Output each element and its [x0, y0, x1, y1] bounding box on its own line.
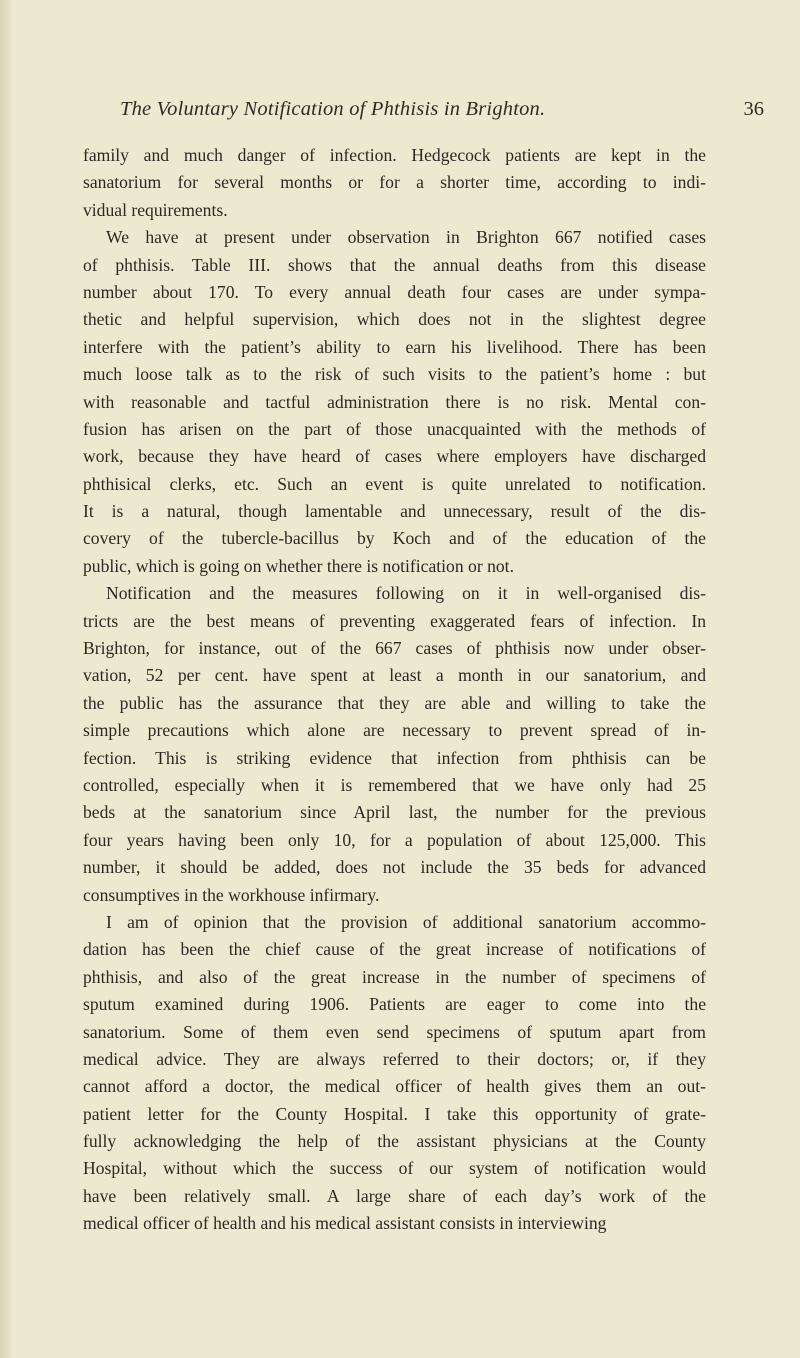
text-line: with reasonable and tactful administration there is no risk. Mental con-: [83, 391, 706, 412]
text-line: four years having been only 10, for a population of about 125,000. This: [83, 829, 706, 850]
text-line: Hospital, without which the success of our system of notification would: [83, 1158, 706, 1179]
paragraph: [83, 142, 706, 224]
text-line: of phthisis. Table III. shows that the annual deaths from this disease: [83, 254, 706, 275]
text-line: medical officer of health and his medical assistant consists in interviewing: [83, 1213, 607, 1234]
text-line: dation has been the chief cause of the great increase of notifications of: [83, 939, 706, 960]
text-line: fully acknowledging the help of the assistant physicians at the County: [83, 1131, 706, 1152]
text-line: covery of the tubercle-bacillus by Koch and of the education of the: [83, 528, 706, 549]
text-line: phthisis, and also of the great increase in the number of specimens of: [83, 966, 706, 987]
text-line: much loose talk as to the risk of such visits to the patient’s home : but: [83, 364, 706, 385]
text-line: thetic and helpful supervision, which does not in the slightest degree: [83, 309, 706, 330]
text-line: sanatorium. Some of them even send specimens of sputum apart from: [83, 1021, 706, 1042]
paragraph: [83, 224, 706, 580]
text-line: number, it should be added, does not include the 35 beds for advanced: [83, 857, 706, 878]
text-line: medical advice. They are always referred to their doctors; or, if they: [83, 1048, 706, 1069]
text-line: It is a natural, though lamentable and unnecessary, result of the dis-: [83, 501, 706, 522]
body-text: [83, 142, 706, 1238]
text-line: cannot afford a doctor, the medical officer of health gives them an out-: [83, 1076, 706, 1097]
text-line: public, which is going on whether there is notification or not.: [83, 555, 514, 576]
text-line: vidual requirements.: [83, 199, 228, 220]
text-line: the public has the assurance that they are able and willing to take the: [83, 692, 706, 713]
text-line: fusion has arisen on the part of those unacquainted with the methods of: [83, 418, 706, 439]
paragraph: [83, 909, 706, 1238]
text-line: fection. This is striking evidence that infection from phthisis can be: [83, 747, 706, 768]
paragraph: [83, 580, 706, 909]
text-line: tricts are the best means of preventing exaggerated fears of infection. In: [83, 610, 706, 631]
page-number: 36: [743, 98, 764, 120]
text-line: simple precautions which alone are necessary to prevent spread of in-: [83, 720, 706, 741]
text-line: consumptives in the workhouse infirmary.: [83, 884, 380, 905]
text-line: Brighton, for instance, out of the 667 cases of phthisis now under obser-: [83, 638, 706, 659]
running-head: [120, 98, 764, 128]
text-line: Notification and the measures following on it in well-organised dis-: [106, 583, 706, 604]
text-line: vation, 52 per cent. have spent at least a month in our sanatorium, and: [83, 665, 706, 686]
text-line: phthisical clerks, etc. Such an event is quite unrelated to notification.: [83, 473, 706, 494]
text-line: sanatorium for several months or for a shorter time, according to indi-: [83, 172, 706, 193]
text-line: sputum examined during 1906. Patients are eager to come into the: [83, 994, 706, 1015]
page-edge-shadow: [0, 0, 14, 1358]
text-line: patient letter for the County Hospital. I take this opportunity of grate-: [83, 1103, 706, 1124]
text-line: controlled, especially when it is remembered that we have only had 25: [83, 774, 706, 795]
text-line: number about 170. To every annual death four cases are under sympa-: [83, 281, 706, 302]
text-line: family and much danger of infection. Hedgecock patients are kept in the: [83, 145, 706, 165]
text-line: interfere with the patient’s ability to earn his livelihood. There has been: [83, 336, 706, 357]
text-line: We have at present under observation in Brighton 667 notified cases: [106, 227, 706, 248]
text-line: I am of opinion that the provision of additional sanatorium accommo-: [106, 911, 706, 932]
text-line: have been relatively small. A large share of each day’s work of the: [83, 1185, 706, 1206]
running-title: The Voluntary Notification of Phthisis in Brighton.: [120, 98, 546, 120]
text-line: beds at the sanatorium since April last, the number for the previous: [83, 802, 706, 823]
text-line: work, because they have heard of cases where employers have discharged: [83, 446, 706, 467]
